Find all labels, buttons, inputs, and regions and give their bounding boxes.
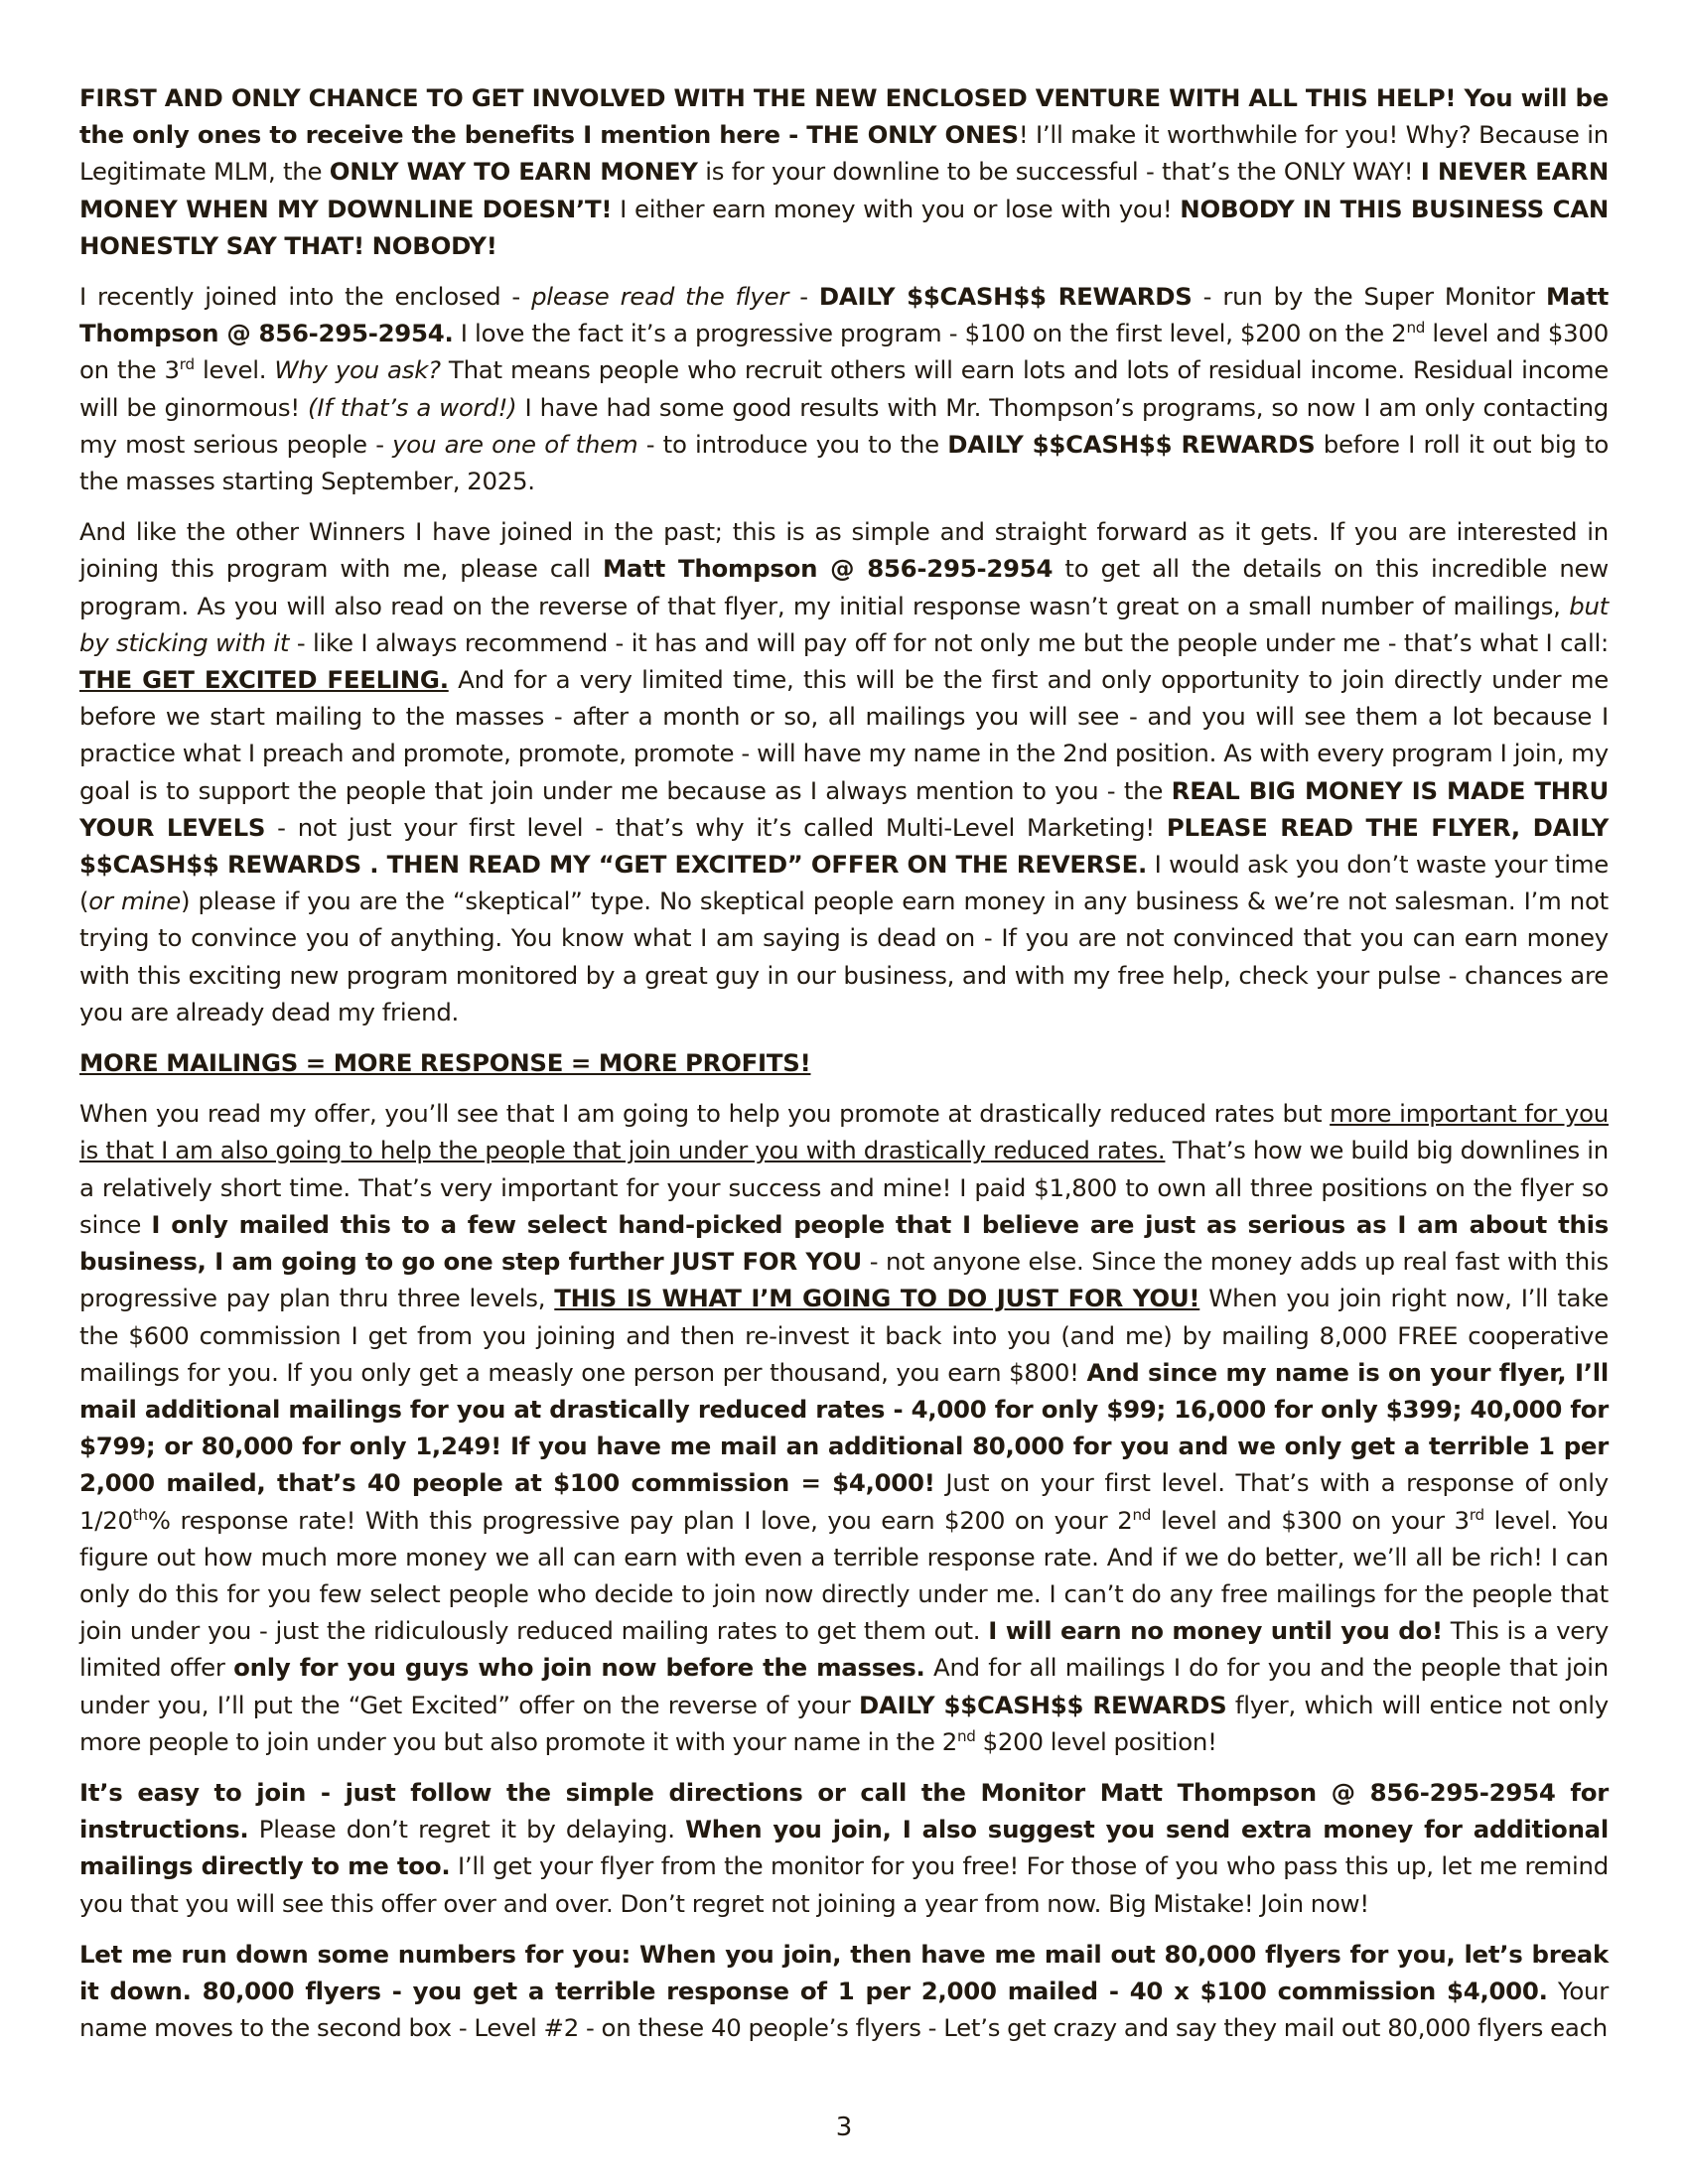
text-run: Matt Thompson @ 856-295-2954. <box>79 282 1609 348</box>
text-run: That’s how we build big downlines in a relatively short time. That’s very important for your success and mine! I paid $1,800 to own all three positions on the flyer so since <box>79 1136 1609 1239</box>
text-run: ! I’ll make it worthwhile for you! Why? Because in Legitimate MLM, the <box>79 120 1609 187</box>
text-run: MORE MAILINGS = MORE RESPONSE = MORE PROFITS! <box>79 1048 811 1078</box>
text-run: I’ll get your flyer from the monitor for you free! For those of you who pass this up, let me remind you that you will see this offer over and over. Don’t regret not joining a year from now. Big Mistake! Join now! <box>79 1851 1609 1918</box>
text-run: I either earn money with you or lose with you! <box>612 194 1181 223</box>
text-run: When you join, I also suggest you send extra money for additional mailings directly to me too. <box>79 1815 1610 1881</box>
body-paragraph <box>79 513 1609 1030</box>
text-run: flyer, which will entice not only more people to join under you but also promote it with your name in the 2 <box>79 1690 1609 1756</box>
text-run: And for a very limited time, this will be the first and only opportunity to join directly under me before we start mailing to the masses - after a month or so, all mailings you will see - and you will see them a lot because I practice what I preach and promote, promote, promote - will have my name in the 2nd position. As with every program I join, my goal is to support the people that join under me because as I always mention to you - the <box>79 665 1610 805</box>
text-run: level. <box>194 355 275 385</box>
text-run: before I roll it out big to the masses starting September, 2025. <box>79 429 1609 496</box>
text-run: please read the flyer <box>531 282 789 312</box>
text-run: DAILY $$CASH$$ REWARDS <box>818 282 1193 312</box>
text-run: And for all mailings I do for you and the people that join under you, I’ll put the “Get Excited” offer on the reverse of your <box>79 1653 1609 1719</box>
text-run: Why you ask? <box>274 355 441 385</box>
text-run: When you join right now, I’ll take the $600 commission I get from you joining and then re-invest it back into you (and me) by mailing 8,000 FREE cooperative mailings for you. If you only get a measly one person per thousand, you earn $800! <box>79 1284 1610 1387</box>
ordinal-superscript: nd <box>1132 1505 1152 1524</box>
text-run: Please don’t regret it by delaying. <box>248 1815 686 1844</box>
text-run: ONLY WAY TO EARN MONEY <box>329 157 698 187</box>
text-run: - not anyone else. Since the money adds up real fast with this progressive pay plan thru three levels, <box>79 1247 1609 1313</box>
text-run: - like I always recommend - it has and will pay off for not only me but the people under me - that’s what I call: <box>289 627 1609 657</box>
body-paragraph <box>79 79 1609 264</box>
body-paragraph <box>79 1774 1609 1922</box>
ordinal-superscript: nd <box>1406 319 1426 338</box>
text-run: level and $300 on your 3 <box>1151 1505 1470 1535</box>
ordinal-superscript: nd <box>956 1726 976 1745</box>
text-run: It’s easy to join - just follow the simple directions or call the Monitor Matt Thompson @ 856-295-2954 for instructions. <box>79 1777 1609 1844</box>
text-run: PLEASE READ THE FLYER, DAILY $$CASH$$ REWARDS . THEN READ MY “GET EXCITED” OFFER ON THE REVERSE. <box>79 812 1609 880</box>
text-run: Matt Thompson @ 856-295-2954 <box>602 554 1054 584</box>
ordinal-superscript: rd <box>179 355 195 374</box>
text-run: That means people who recruit others will earn lots and lots of residual income. Residual income will be ginormous! <box>79 355 1609 422</box>
text-run: - <box>788 282 819 312</box>
body-paragraph <box>79 278 1609 499</box>
text-run: I have had some good results with Mr. Thompson’s programs, so now I am only contacting my most serious people - <box>79 392 1610 459</box>
text-run: only for you guys who join now before the masses. <box>233 1653 925 1683</box>
text-run: DAILY $$CASH$$ REWARDS <box>947 429 1316 459</box>
text-run: - to introduce you to the <box>637 429 948 459</box>
text-run: DAILY $$CASH$$ REWARDS <box>858 1690 1227 1719</box>
text-run: level and $300 on the 3 <box>79 319 1609 385</box>
text-run: Your name moves to the second box - Level #2 - on these 40 people’s flyers - Let’s get crazy and say they mail out 80,000 flyers each <box>79 1976 1609 2043</box>
text-run: NOBODY IN THIS BUSINESS CAN HONESTLY SAY THAT! NOBODY! <box>79 194 1610 260</box>
ordinal-superscript: rd <box>1469 1505 1484 1524</box>
letter-body <box>79 79 1609 2046</box>
text-run: And like the other Winners I have joined in the past; this is as simple and straight forward as it gets. If you are interested in joining this program with me, please call <box>79 517 1609 584</box>
text-run: THIS IS WHAT I’M GOING TO DO JUST FOR YOU! <box>554 1284 1200 1313</box>
text-run: I only mailed this to a few select hand-picked people that I believe are just as serious as I am about this business, I am going to go one step further JUST FOR YOU <box>79 1209 1609 1277</box>
text-run: I NEVER EARN MONEY WHEN MY DOWNLINE DOESN’T! <box>79 157 1610 223</box>
text-run: you are one of them <box>392 429 638 459</box>
text-run: is for your downline to be successful - that’s the ONLY WAY! <box>697 157 1421 187</box>
text-run: (If that’s a word!) <box>308 392 517 422</box>
page-number: 3 <box>835 2113 853 2142</box>
text-run: REAL BIG MONEY IS MADE THRU YOUR LEVELS <box>79 775 1609 842</box>
text-run: THE GET EXCITED FEELING. <box>79 665 449 695</box>
text-run: Let me run down some numbers for you: When you join, then have me mail out 80,000 flyers for you, let’s break it down. 80,000 flyers - you get a terrible response of 1 per 2,000 mailed - 40 x $100 commission $4,000. <box>79 1939 1609 2005</box>
text-run: - run by the Super Monitor <box>1192 282 1546 312</box>
section-heading <box>79 1044 1609 1081</box>
text-run: I will earn no money until you do! <box>988 1616 1443 1646</box>
text-run: I recently joined into the enclosed - <box>79 282 532 312</box>
text-run: Just on your first level. That’s with a response of only 1/20 <box>79 1468 1609 1535</box>
text-run: And since my name is on your flyer, I’ll mail additional mailings for you at drastically reduced rates - 4,000 for only $99; 16,000 for only $399; 40,000 for $799; or 80,000 for only 1,249! If you have me mail an additional 80,000 for you and we only get a terrible 1 per 2,000 mailed, that’s 40 people at $100 commission = $4,000! <box>79 1357 1610 1498</box>
text-run: but by sticking with it <box>79 591 1609 657</box>
text-run: When you read my offer, you’ll see that I am going to help you promote at drastically reduced rates but <box>79 1099 1331 1129</box>
text-run: to get all the details on this incredible new program. As you will also read on the reverse of that flyer, my initial response wasn’t great on a small number of mailings, <box>79 554 1609 620</box>
ordinal-superscript: th <box>132 1505 148 1524</box>
text-run: ) please if you are the “skeptical” type. No skeptical people earn money in any business & we’re not salesman. I’m not trying to convince you of anything. You know what I am saying is dead on - If you are not convinced that you can earn money with this exciting new program monitored by a great guy in our business, and with my free help, check your pulse - chances are you are already dead my friend. <box>79 887 1609 1026</box>
text-run: $200 level position! <box>975 1726 1217 1756</box>
text-run: % response rate! With this progressive pay plan I love, you earn $200 on your 2 <box>147 1505 1133 1535</box>
text-run: This is a very limited offer <box>79 1616 1610 1683</box>
text-run: more important for you is that I am also going to help the people that join under you with drastically reduced rates. <box>79 1099 1609 1165</box>
text-run: I would ask you don’t waste your time ( <box>79 850 1609 916</box>
text-run: I love the fact it’s a progressive program - $100 on the first level, $200 on the 2 <box>453 319 1407 348</box>
text-run: level. You figure out how much more money we all can earn with even a terrible response rate. And if we do better, we’ll all be rich! I can only do this for you few select people who decide to join now directly under me. I can’t do any free mailings for the people that join under you - just the ridiculously reduced mailing rates to get them out. <box>79 1505 1609 1646</box>
text-run: or mine <box>88 887 181 916</box>
body-paragraph <box>79 1095 1609 1760</box>
text-run: - not just your first level - that’s why it’s called Multi-Level Marketing! <box>265 812 1167 842</box>
text-run: FIRST AND ONLY CHANCE TO GET INVOLVED WITH THE NEW ENCLOSED VENTURE WITH ALL THIS HELP! You will be the only ones to receive the benefits I mention here - THE ONLY ONES <box>79 83 1609 150</box>
body-paragraph <box>79 1936 1609 2047</box>
